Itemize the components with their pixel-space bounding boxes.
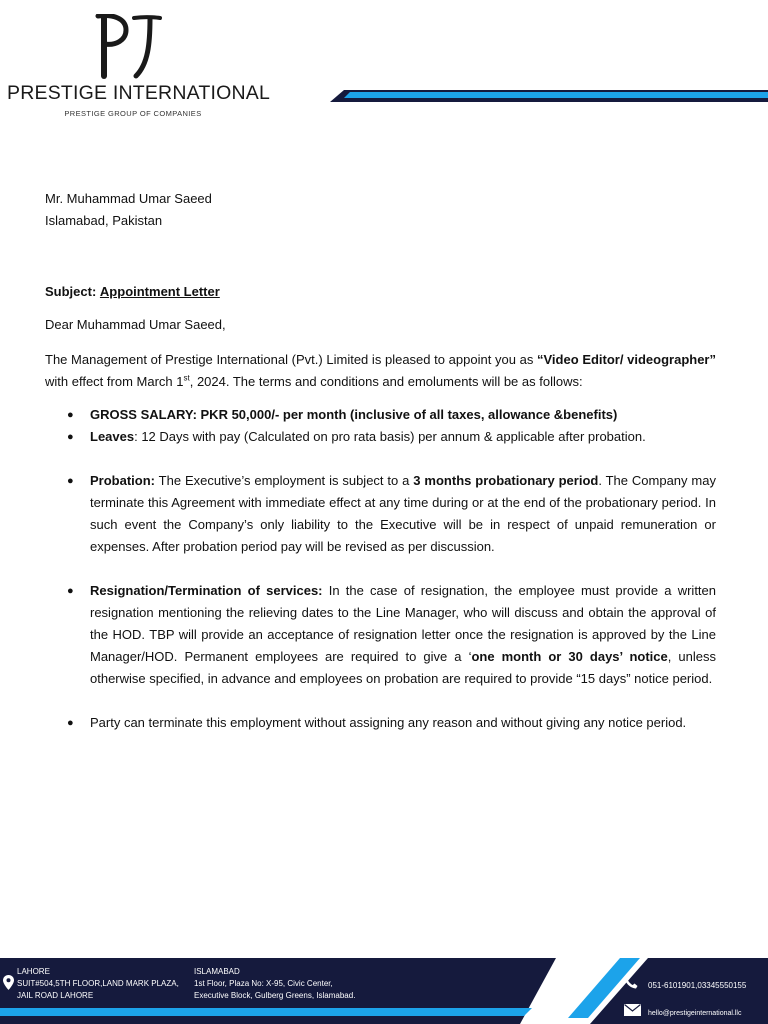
leaves-text: : 12 Days with pay (Calculated on pro rata basis) per annum & applicable after probation.: [134, 429, 646, 444]
terms-list: [45, 404, 716, 734]
islamabad-title: ISLAMABAD: [194, 967, 240, 976]
recipient-location: Islamabad, Pakistan: [45, 213, 163, 228]
header-accent-band: [330, 88, 768, 104]
subject-line: [45, 281, 716, 303]
bullet-icon: ●: [67, 717, 74, 729]
company-tagline: PRESTIGE GROUP OF COMPANIES: [64, 109, 202, 118]
list-item-resignation: [45, 580, 716, 690]
company-logo-icon: [92, 14, 166, 80]
footer-phone: 051-6101901,03345550155: [648, 981, 747, 990]
intro-text-1: The Management of Prestige International (Pvt.) Limited is pleased to appoint you as: [45, 352, 537, 367]
bullet-icon: ●: [67, 431, 74, 443]
islamabad-line-2: Executive Block, Gulberg Greens, Islamabad.: [194, 991, 356, 1000]
company-name: PRESTIGE INTERNATIONAL: [7, 82, 270, 104]
footer-lahore-address: [17, 966, 179, 1002]
list-item-salary: [45, 404, 716, 426]
probation-text-2: . The Company may terminate this Agreement with immediate effect at any time during or at the end of the probationary period. In such event the Company’s only liability to the Executive will be in respect of unpaid remuneration or expenses. After probation period pay will be revised as per discussion.: [90, 473, 716, 554]
footer-email: hello@prestigeinternational.llc: [648, 1010, 742, 1017]
recipient-block: [45, 188, 716, 232]
intro-text-2: with effect from March 1: [45, 374, 184, 389]
phone-icon: [624, 975, 638, 989]
salutation: Dear Muhammad Umar Saeed,: [45, 317, 226, 332]
footer-islamabad-address: [194, 966, 355, 1002]
mail-icon: [624, 1004, 641, 1016]
recipient-name: Mr. Muhammad Umar Saeed: [45, 191, 212, 206]
bullet-icon: ●: [67, 409, 74, 421]
list-item-probation: [45, 470, 716, 558]
lahore-line-1: SUIT#504,5TH FLOOR,LAND MARK PLAZA,: [17, 979, 179, 988]
resignation-text-1: In the case of resignation, the employee must provide a written resignation mentioning the relieving dates to the Line Manager, who will discuss and obtain the approval of the HOD. TBP will provide an acceptance of resignation letter once the resignation is approved by the Line Manager/HOD. Permanent employees are required to give a ‘: [90, 583, 717, 664]
intro-paragraph: [45, 349, 716, 393]
lahore-title: LAHORE: [17, 967, 50, 976]
bullet-icon: ●: [67, 585, 74, 597]
subject-label: Subject:: [45, 284, 97, 299]
position-title: “Video Editor/ videographer”: [537, 352, 716, 367]
leaves-label: Leaves: [90, 429, 135, 444]
probation-label: Probation:: [90, 473, 155, 488]
subject-value: Appointment Letter: [99, 284, 220, 299]
salary-text: GROSS SALARY: PKR 50,000/- per month (inclusive of all taxes, allowance &benefits): [90, 407, 618, 422]
bullet-icon: ●: [67, 475, 74, 487]
intro-text-3: , 2024. The terms and conditions and emoluments will be as follows:: [189, 374, 583, 389]
list-item-termination: [45, 712, 716, 734]
list-item-leaves: [45, 426, 716, 448]
probation-text-1: The Executive’s employment is subject to a: [155, 473, 414, 488]
notice-period: one month or 30 days’ notice: [471, 649, 668, 664]
islamabad-line-1: 1st Floor, Plaza No: X-95, Civic Center,: [194, 979, 333, 988]
resignation-text-2: , unless otherwise specified, in advance and employees on probation are required to provide “15 days” notice period.: [90, 649, 716, 686]
date-suffix: st: [183, 373, 190, 383]
lahore-line-2: JAIL ROAD LAHORE: [17, 991, 94, 1000]
probation-period: 3 months probationary period: [413, 473, 599, 488]
resignation-label: Resignation/Termination of services:: [90, 583, 323, 598]
location-pin-icon: [3, 975, 14, 990]
termination-text: Party can terminate this employment without assigning any reason and without giving any notice period.: [90, 715, 687, 730]
